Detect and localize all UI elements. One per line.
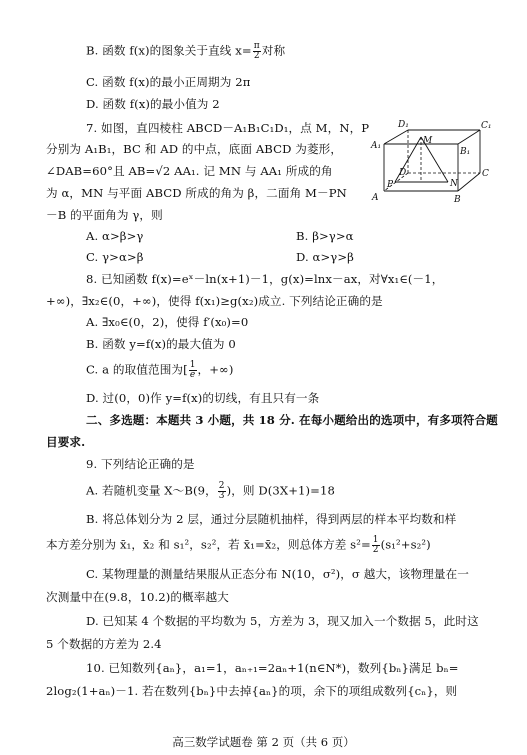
q9-option-a-tail: )，则 D(3X+1)=18 xyxy=(226,483,335,498)
fraction-numerator: 2 xyxy=(218,481,225,491)
q9-option-c-line-2: 次测量中在(9.8，10.2)的概率越大 xyxy=(46,590,229,604)
q7-line-4: 为 α，MN 与平面 ABCD 所成的角为 β，二面角 M－PN xyxy=(46,186,347,200)
q7-line-3: ∠DAB=60°且 AB=√2 AA₁. 记 MN 与 AA₁ 所成的角 xyxy=(46,164,333,178)
q6-option-d: D. 函数 f(x)的最小值为 2 xyxy=(86,97,220,111)
q7-option-a: A. α>β>γ xyxy=(86,229,144,243)
label-n: N xyxy=(450,179,458,189)
q8-line-2: +∞)，∃x₂∈(0，+∞)，使得 f(x₁)≥g(x₂)成立. 下列结论正确的是 xyxy=(46,294,383,308)
q8-option-c xyxy=(86,361,233,380)
label-m: M xyxy=(423,136,433,146)
q10-line-2: 2log₂(1+aₙ)－1. 若在数列{bₙ}中去掉{aₙ}的项，余下的项组成数列{cₙ}，则 xyxy=(46,684,458,698)
label-d: D xyxy=(399,168,407,178)
label-p: P xyxy=(387,180,394,190)
prism-figure xyxy=(370,118,492,206)
label-b1: B₁ xyxy=(460,147,471,157)
q6-option-c: C. 函数 f(x)的最小正周期为 2π xyxy=(86,75,251,89)
one-half-fraction xyxy=(372,536,380,555)
q9-option-d-line-1: D. 已知某 4 个数据的平均数为 5，方差为 3，现又加入一个数据 5，此时这 xyxy=(86,614,479,628)
q6-option-b xyxy=(86,42,285,61)
q8-option-a: A. ∃x₀∈(0，2)，使得 f′(x₀)=0 xyxy=(86,315,249,329)
two-thirds-fraction xyxy=(218,482,226,501)
q10-line-1: 10. 已知数列{aₙ}，a₁=1，aₙ₊₁=2aₙ+1(n∈N*)，数列{bₙ}满足 bₙ= xyxy=(86,661,459,675)
section-2-heading-cont: 目要求. xyxy=(46,435,86,449)
label-c1: C₁ xyxy=(481,121,492,131)
fraction-numerator: 1 xyxy=(189,360,196,370)
q6-option-b-text: B. 函数 f(x)的图象关于直线 x= xyxy=(86,43,252,58)
q8-line-1: 8. 已知函数 f(x)=eˣ－ln(x+1)－1，g(x)=lnx－ax，对∀x₁∈(－1， xyxy=(86,272,444,286)
pi-over-2-fraction xyxy=(253,42,261,61)
fraction-numerator: 1 xyxy=(372,535,379,545)
q8-option-d: D. 过(0，0)作 y=f(x)的切线，有且只有一条 xyxy=(86,391,320,405)
fraction-denominator: 2 xyxy=(253,51,260,61)
label-d1: D₁ xyxy=(398,120,409,130)
q6-option-b-tail: 对称 xyxy=(261,43,286,58)
q9-stem: 9. 下列结论正确的是 xyxy=(86,457,195,471)
fraction-denominator: 3 xyxy=(218,491,225,501)
label-b: B xyxy=(454,195,461,205)
fraction-numerator: π xyxy=(253,41,260,51)
page-footer: 高三数学试题卷 第 2 页（共 6 页） xyxy=(172,735,355,749)
q9-option-b-line-1: B. 将总体划分为 2 层，通过分层随机抽样，得到两层的样本平均数和样 xyxy=(86,512,457,526)
q9-option-a-text: A. 若随机变量 X～B(9， xyxy=(86,483,217,498)
q9-option-d-line-2: 5 个数据的方差为 2.4 xyxy=(46,637,162,651)
label-a: A xyxy=(372,193,379,203)
q7-line-5: －B 的平面角为 γ，则 xyxy=(46,208,163,222)
q7-option-c: C. γ>α>β xyxy=(86,250,144,264)
q9-option-b-text: 本方差分别为 x̄₁，x̄₂ 和 s₁²，s₂²，若 x̄₁=x̄₂，则总体方差 s²= xyxy=(46,537,371,552)
section-2-heading: 二、多选题：本题共 3 小题，共 18 分. 在每小题给出的选项中，有多项符合题 xyxy=(86,413,498,427)
label-c: C xyxy=(482,169,489,179)
q8-option-c-tail: ，+∞) xyxy=(197,362,234,377)
q9-option-b-tail: (s₁²+s₂²) xyxy=(380,537,431,552)
fraction-denominator: 2 xyxy=(372,545,379,555)
q8-option-c-text: C. a 的取值范围为[ xyxy=(86,362,188,377)
one-over-e-fraction xyxy=(189,361,197,380)
fraction-denominator: e xyxy=(189,370,196,380)
label-a1: A₁ xyxy=(371,141,382,151)
q7-line-1: 7. 如图，直四棱柱 ABCD－A₁B₁C₁D₁，点 M，N，P xyxy=(86,121,370,135)
q7-option-b: B. β>γ>α xyxy=(296,229,354,243)
q8-option-b: B. 函数 y=f(x)的最大值为 0 xyxy=(86,337,236,351)
q9-option-a xyxy=(86,482,335,501)
q7-option-d: D. α>γ>β xyxy=(296,250,354,264)
q7-line-2: 分别为 A₁B₁，BC 和 AD 的中点，底面 ABCD 为菱形， xyxy=(46,142,343,156)
q9-option-c-line-1: C. 某物理量的测量结果服从正态分布 N(10，σ²)，σ 越大，该物理量在一 xyxy=(86,567,469,581)
q9-option-b-line-2 xyxy=(46,536,431,555)
